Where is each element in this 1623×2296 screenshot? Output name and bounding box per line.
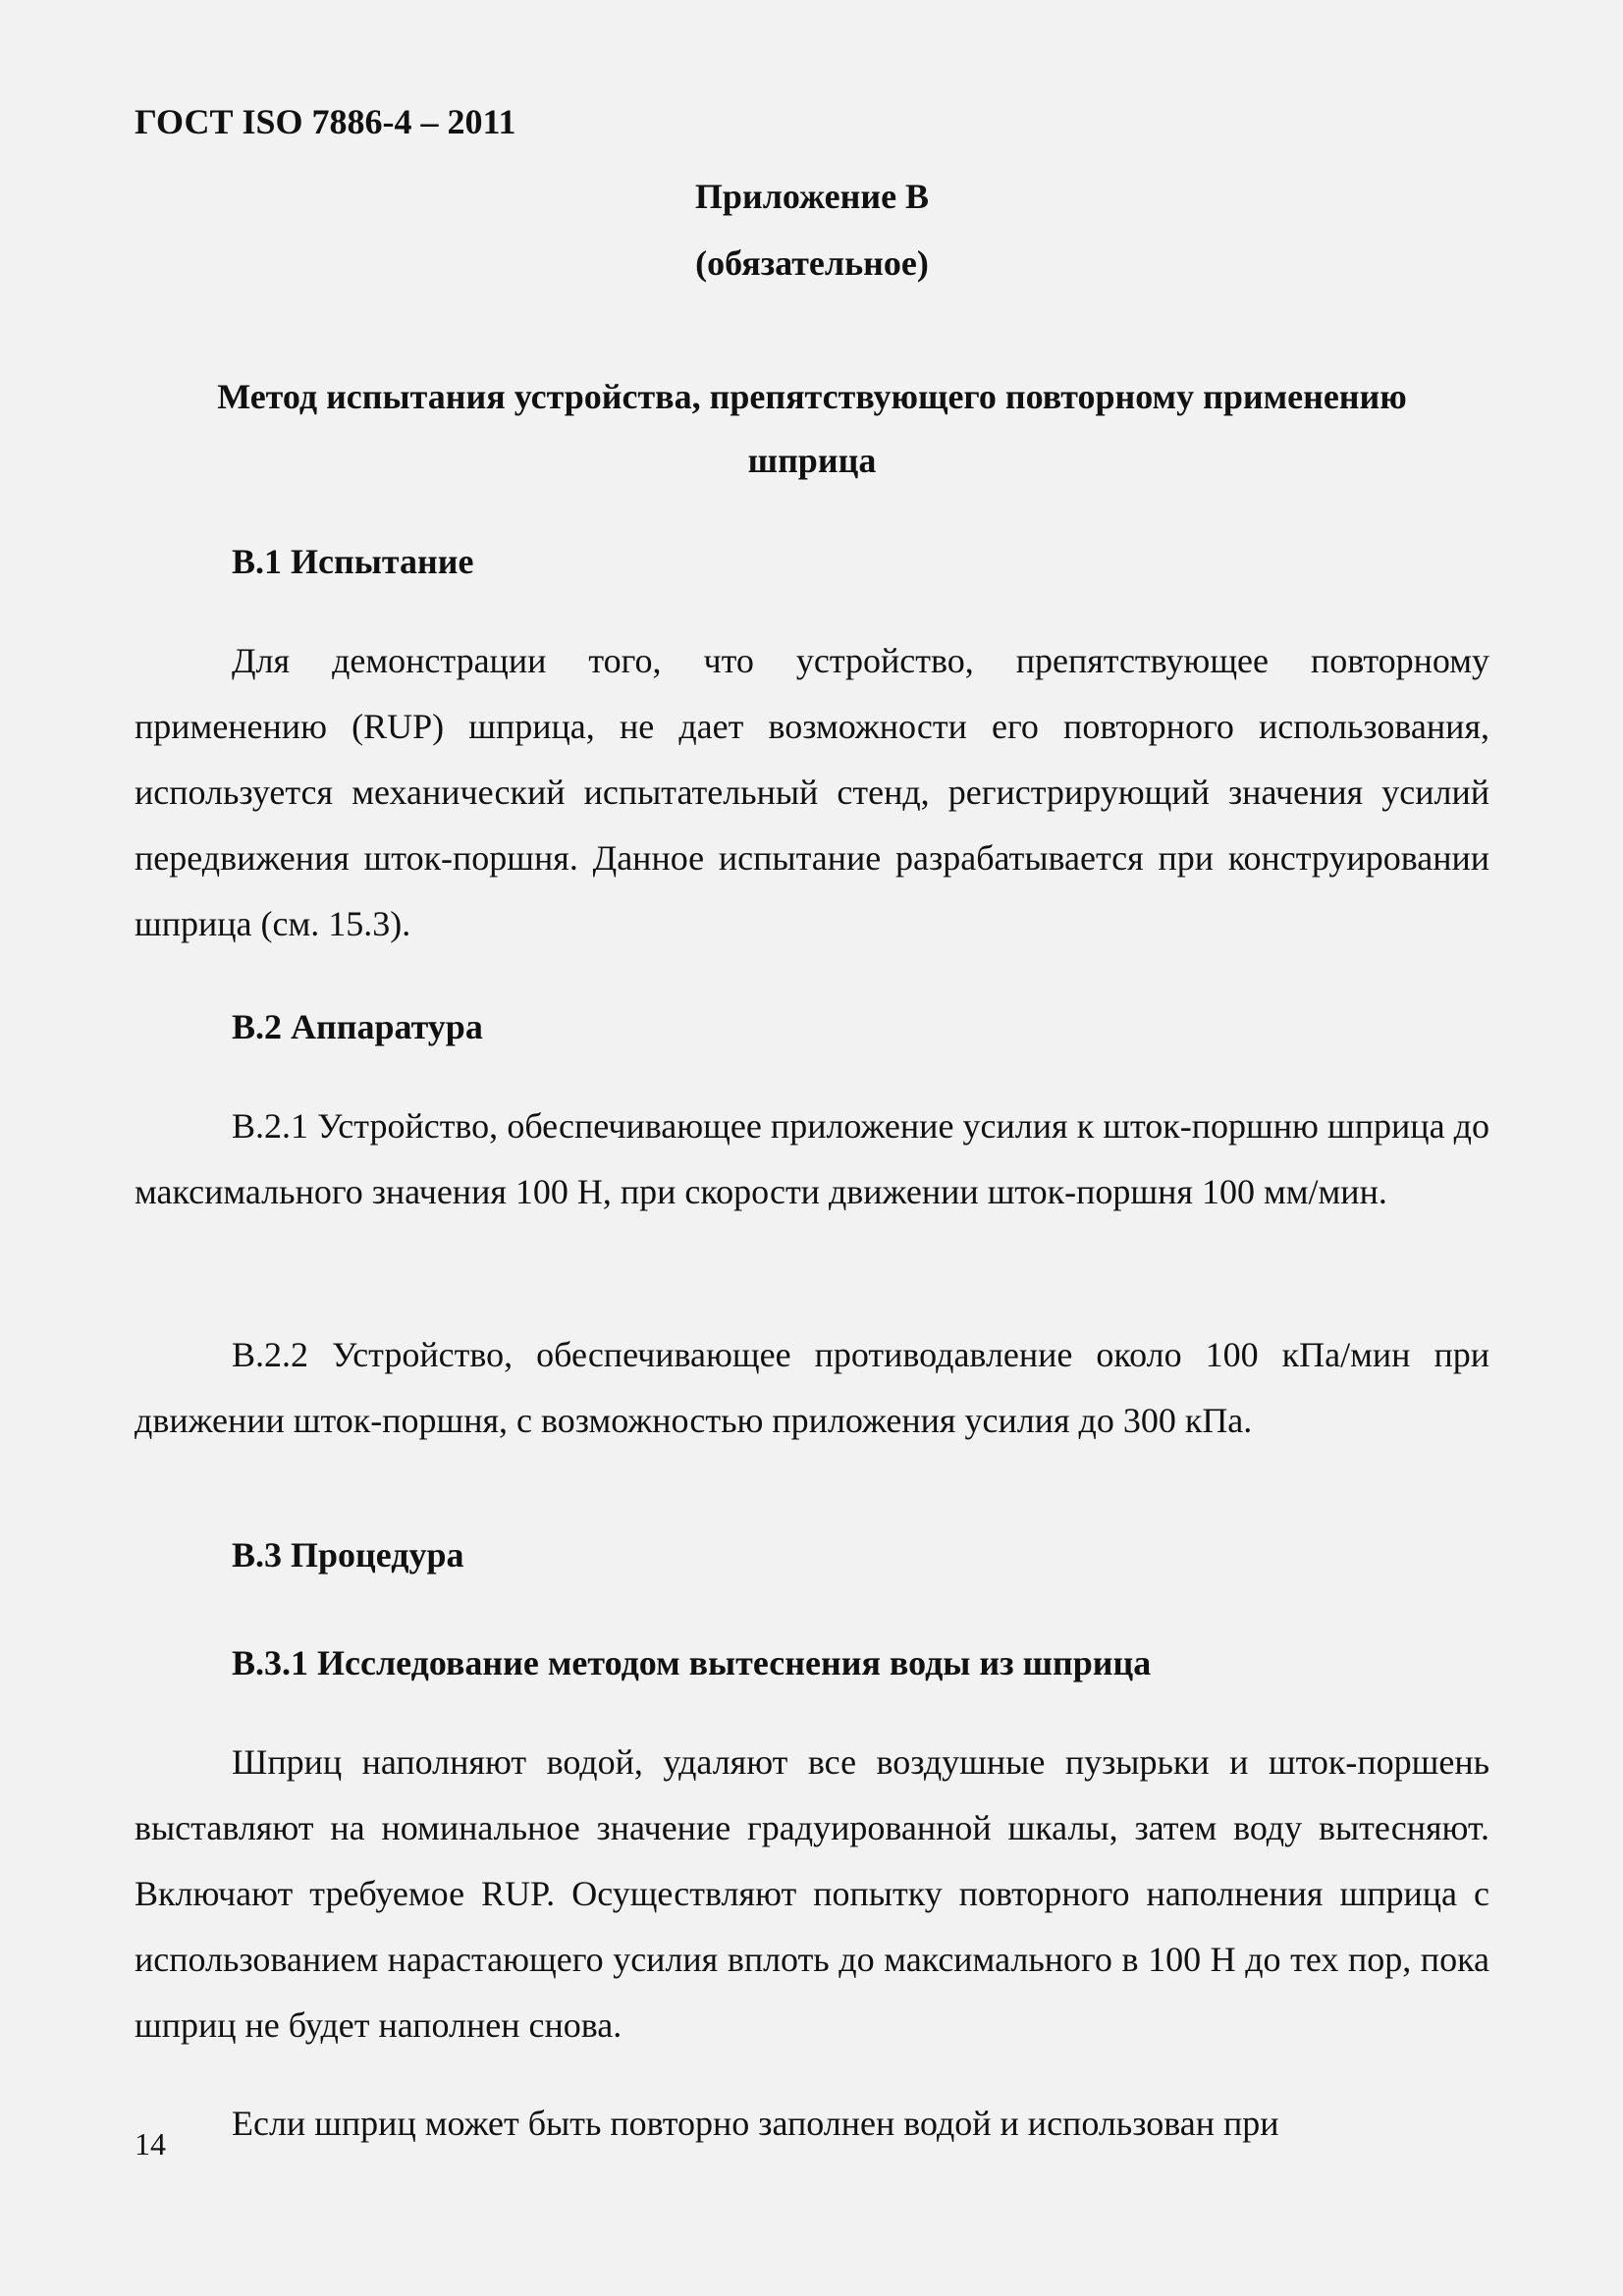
section-b3-1-paragraph: Шприц наполняют водой, удаляют все воздушные пузырьки и шток-поршень выставляют на номинальное значение градуированной шкалы, затем воду вытесняют. Включают требуемое RUP. Осуществляют попытку повторного наполнения шприца с использованием нарастающего усилия вплоть до максимального в 100 Н до тех пор, пока шприц не будет наполнен снова.: [135, 1742, 1489, 2045]
section-b3-continuation-paragraph: Если шприц может быть повторно заполнен водой и использован при: [232, 2104, 1279, 2143]
section-b1-heading: В.1 Испытание: [232, 542, 474, 581]
section-b3-heading: В.3 Процедура: [232, 1535, 464, 1575]
appendix-title: Приложение В: [694, 177, 930, 216]
section-b3-1-heading: В.3.1 Исследование методом вытеснения воды из шприца: [232, 1643, 1152, 1682]
section-b2-2-paragraph: В.2.2 Устройство, обеспечивающее противодавление около 100 кПа/мин при движении шток-поршня, с возможностью приложения усилия до 300 кПа.: [135, 1335, 1489, 1440]
page-number: 14: [135, 2126, 166, 2162]
section-b1-paragraph: Для демонстрации того, что устройство, препятствующее повторному применению (RUP) шприца, не дает возможности его повторного использования, используется механический испытательный стенд, регистрирующий значения усилий передвижения шток-поршня. Данное испытание разрабатывается при конструировании шприца (см. 15.3).: [135, 641, 1489, 943]
appendix-status: (обязательное): [695, 243, 929, 283]
section-b2-heading: В.2 Аппаратура: [232, 1007, 483, 1046]
method-title-line-1: Метод испытания устройства, препятствующего повторному применению: [217, 377, 1407, 416]
section-b2-1-paragraph: В.2.1 Устройство, обеспечивающее приложение усилия к шток-поршню шприца до максимального значения 100 Н, при скорости движении шток-поршня 100 мм/мин.: [135, 1106, 1489, 1211]
standard-id: ГОСТ ISO 7886-4 – 2011: [135, 102, 516, 141]
method-title-line-2: шприца: [747, 441, 877, 480]
